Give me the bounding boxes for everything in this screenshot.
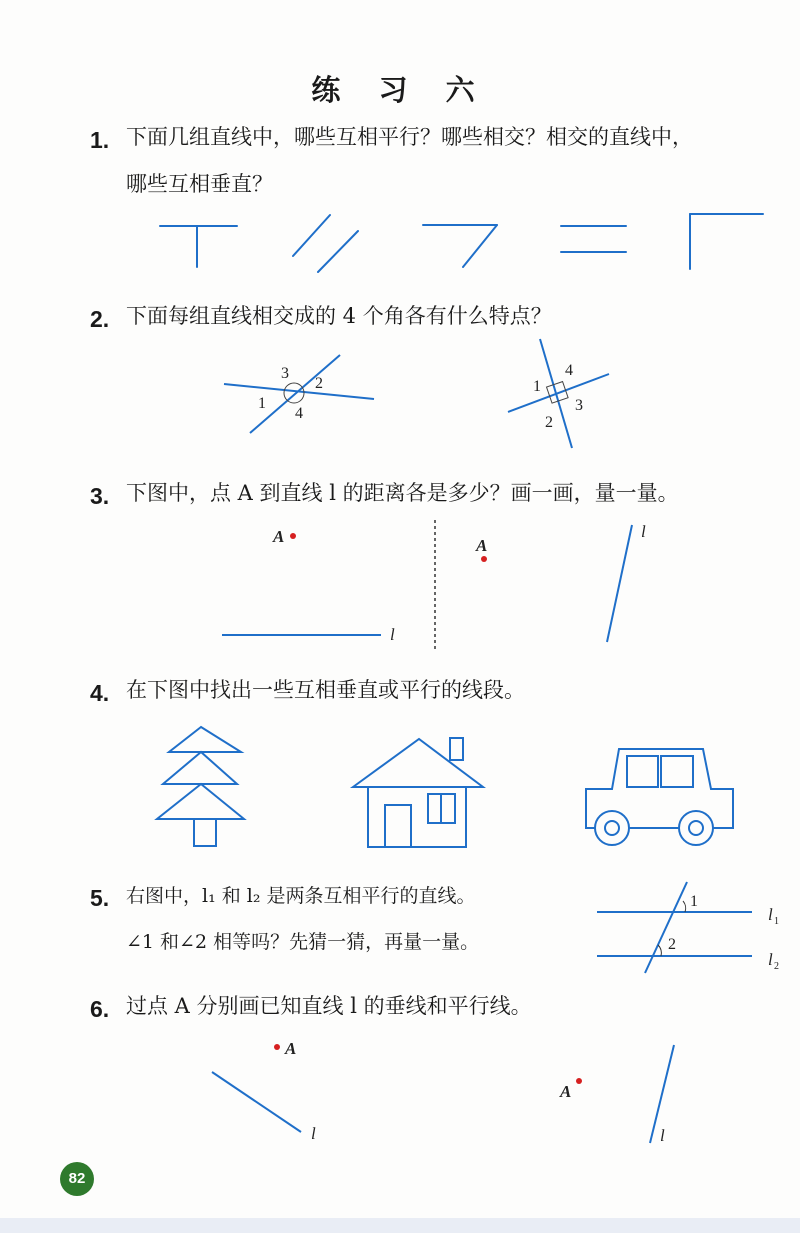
angle-figure-oblique — [224, 355, 374, 433]
angle-label-3: 3 — [575, 397, 583, 414]
line-l-label: l — [311, 1124, 316, 1143]
point-a — [576, 1078, 582, 1084]
angle-label-1: 1 — [690, 893, 698, 910]
question-4-text: 在下图中找出一些互相垂直或平行的线段。 — [126, 678, 525, 702]
question-1-text-line1: 下面几组直线中，哪些互相平行？哪些相交？相交的直线中， — [126, 125, 693, 149]
tree-figure — [157, 727, 244, 846]
question-5-number: 5. — [90, 885, 110, 911]
page-number-badge: 82 — [60, 1162, 94, 1196]
line-l2-label: l — [768, 950, 773, 969]
figure-parallel-slanted — [293, 215, 358, 272]
point-a — [274, 1044, 280, 1050]
line-l-label: l — [660, 1126, 665, 1145]
point-a — [481, 556, 487, 562]
point-a-label: A — [476, 536, 488, 555]
question-1-text-line2: 哪些互相垂直？ — [126, 172, 273, 196]
question-2-number: 2. — [90, 306, 110, 332]
question-1-figures — [0, 205, 800, 285]
construction-figure-right — [559, 1045, 674, 1145]
angle-figure-perpendicular — [508, 339, 609, 448]
line-l-label: l — [390, 625, 395, 644]
point-a-label: A — [560, 1082, 572, 1101]
angle-label-1: 1 — [533, 378, 541, 395]
angle-label-4: 4 — [295, 405, 303, 422]
figure-perpendicular-corner — [690, 214, 763, 269]
question-6-text: 过点 A 分别画已知直线 l 的垂线和平行线。 — [126, 994, 532, 1018]
line-l2-subscript: 2 — [774, 961, 779, 972]
question-6-figures — [0, 1035, 800, 1155]
question-4-figures — [0, 722, 800, 852]
angle-label-3: 3 — [281, 365, 289, 382]
line-l1-label: l — [768, 905, 773, 924]
question-2-text: 下面每组直线相交成的 4 个角各有什么特点？ — [126, 304, 552, 328]
question-3-figures — [0, 515, 800, 655]
figure-intersecting-seven — [423, 225, 497, 267]
distance-figure-horizontal — [222, 527, 395, 644]
question-3-number: 3. — [90, 483, 110, 509]
question-6-number: 6. — [90, 996, 110, 1022]
question-5-text-line2: ∠1 和∠2 相等吗？先猜一猜，再量一量。 — [126, 931, 480, 953]
car-figure — [586, 749, 733, 845]
house-figure — [353, 738, 483, 847]
angle-label-2: 2 — [545, 414, 553, 431]
point-a — [290, 533, 296, 539]
point-a-label: A — [285, 1039, 297, 1058]
point-a-label: A — [273, 527, 285, 546]
line-l1-subscript: 1 — [774, 916, 779, 927]
construction-figure-left — [212, 1039, 316, 1143]
footer-strip — [0, 1218, 800, 1233]
question-4-number: 4. — [90, 680, 110, 706]
question-5-figure — [590, 875, 800, 975]
question-1-number: 1. — [90, 127, 110, 153]
angle-label-2: 2 — [668, 936, 676, 953]
distance-figure-slanted — [475, 522, 646, 642]
angle-label-1: 1 — [258, 395, 266, 412]
figure-parallel-horizontal — [561, 226, 626, 252]
page-title: 练 习 六 — [311, 73, 489, 107]
angle-label-4: 4 — [565, 362, 573, 379]
question-2-figures — [0, 335, 800, 455]
figure-perpendicular-t — [160, 226, 237, 267]
line-l-label: l — [641, 522, 646, 541]
angle-label-2: 2 — [315, 375, 323, 392]
question-3-text: 下图中，点 A 到直线 l 的距离各是多少？画一画，量一量。 — [126, 481, 679, 505]
question-5-text-line1: 右图中，l₁ 和 l₂ 是两条互相平行的直线。 — [126, 885, 476, 907]
